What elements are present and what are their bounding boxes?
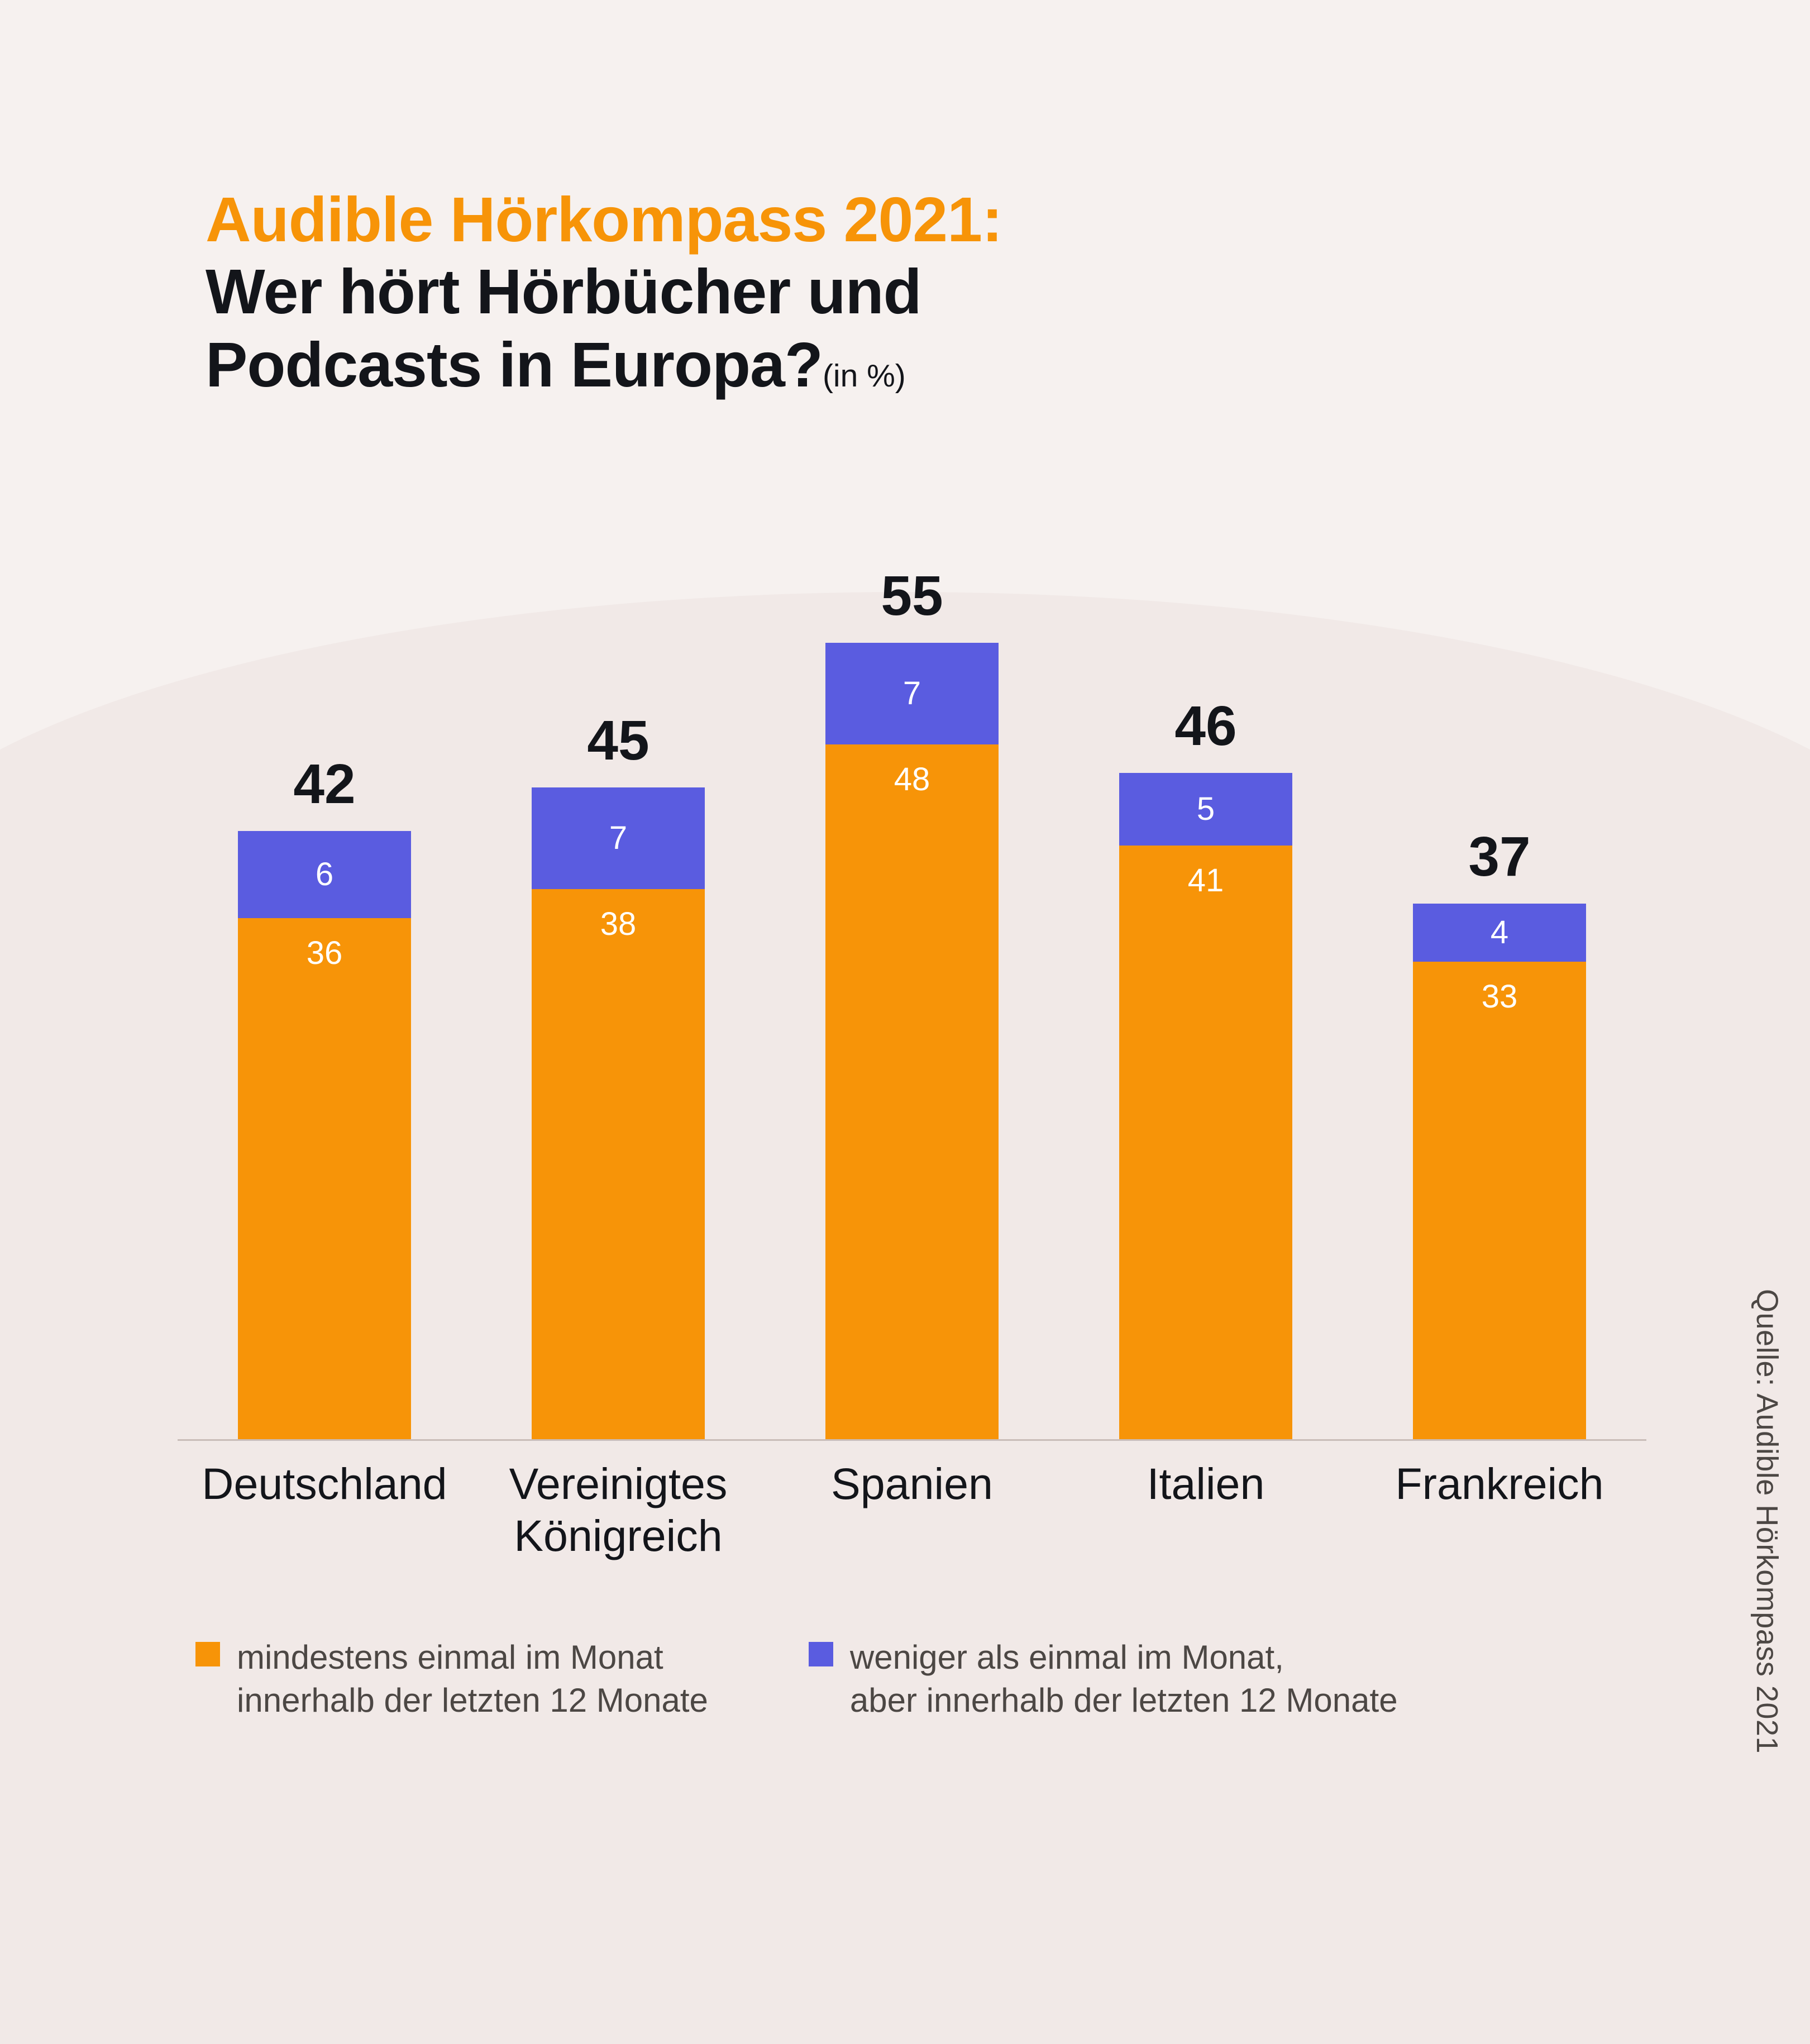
- bar-segment-orange-value: 33: [1481, 978, 1518, 1015]
- bar-total-label: 37: [1468, 825, 1531, 888]
- bar-segment-orange[interactable]: [825, 744, 999, 1439]
- bar-group-italien: [1059, 695, 1353, 1439]
- bar-segment-blue-value: 6: [315, 856, 334, 892]
- bar-stack[interactable]: [1413, 904, 1586, 1439]
- legend-label-monthly: [237, 1636, 708, 1722]
- legend-swatch-orange-icon: [195, 1642, 220, 1666]
- bar-segment-orange[interactable]: [532, 889, 705, 1439]
- bar-segment-orange-value: 48: [894, 761, 930, 797]
- chart-title-line-2: [206, 328, 1434, 402]
- bar-group-frankreich: [1353, 825, 1646, 1439]
- bar-group-container: [178, 503, 1646, 1439]
- bar-total-label: 42: [293, 753, 356, 815]
- x-axis-label-line-1: Spanien: [831, 1459, 993, 1508]
- x-axis-label-frankreich: [1353, 1458, 1646, 1561]
- x-axis-labels: [178, 1458, 1646, 1561]
- bar-total-label: 45: [587, 709, 650, 772]
- chart-eyebrow: Audible Hörkompass 2021:: [206, 184, 1002, 255]
- x-axis-line: [178, 1439, 1646, 1441]
- bar-group-vereinigtes-koenigreich: [471, 709, 765, 1439]
- bar-segment-orange-value: 36: [306, 935, 343, 971]
- x-axis-label-line-2: Königreich: [514, 1511, 723, 1561]
- bar-segment-blue-value: 7: [609, 820, 628, 856]
- legend-item-less-than-monthly[interactable]: [809, 1636, 1398, 1722]
- legend-label-monthly-line-1: mindestens einmal im Monat: [237, 1639, 663, 1676]
- legend-label-less-than-monthly-line-1: weniger als einmal im Monat,: [849, 1639, 1284, 1676]
- bar-segment-blue-value: 5: [1196, 791, 1215, 827]
- bar-segment-orange[interactable]: [1119, 846, 1292, 1439]
- x-axis-label-vereinigtes-koenigreich: [471, 1458, 765, 1561]
- bar-stack[interactable]: [1119, 773, 1292, 1439]
- x-axis-label-italien: [1059, 1458, 1353, 1561]
- bar-segment-blue[interactable]: [1119, 773, 1292, 846]
- bar-segment-blue-value: 7: [902, 675, 921, 711]
- legend-item-monthly[interactable]: [195, 1636, 708, 1722]
- bar-segment-blue[interactable]: [825, 643, 999, 744]
- bar-segment-blue[interactable]: [532, 787, 705, 889]
- bar-total-label: 46: [1174, 695, 1237, 757]
- source-note: Quelle: Audible Hörkompass 2021: [1750, 1289, 1784, 1754]
- chart-title-line-2-text: Podcasts in Europa?: [206, 329, 823, 400]
- bar-segment-blue[interactable]: [238, 831, 411, 918]
- x-axis-label-deutschland: [178, 1458, 471, 1561]
- x-axis-label-line-1: Vereinigtes: [509, 1459, 728, 1508]
- x-axis-label-spanien: [765, 1458, 1059, 1561]
- bar-stack[interactable]: [532, 787, 705, 1439]
- x-axis-label-line-1: Deutschland: [202, 1459, 447, 1508]
- bar-chart: [178, 503, 1646, 1441]
- bar-stack[interactable]: [238, 831, 411, 1439]
- chart-legend: [195, 1636, 1647, 1722]
- x-axis-label-line-1: Frankreich: [1395, 1459, 1604, 1508]
- bar-segment-orange[interactable]: [238, 918, 411, 1439]
- legend-label-less-than-monthly-line-2: aber innerhalb der letzten 12 Monate: [849, 1681, 1398, 1719]
- legend-label-less-than-monthly: [850, 1636, 1398, 1722]
- bar-segment-orange-value: 41: [1187, 862, 1224, 899]
- legend-swatch-blue-icon: [809, 1642, 833, 1666]
- chart-title-block: [206, 184, 1434, 402]
- bar-stack[interactable]: [825, 643, 999, 1439]
- bar-segment-blue-value: 4: [1490, 914, 1509, 951]
- bar-segment-orange[interactable]: [1413, 962, 1586, 1439]
- bar-group-spanien: [765, 565, 1059, 1439]
- chart-title-line-1: Wer hört Hörbücher und: [206, 256, 921, 327]
- bar-segment-orange-value: 38: [600, 906, 637, 942]
- bar-total-label: 55: [881, 565, 943, 627]
- legend-label-monthly-line-2: innerhalb der letzten 12 Monate: [237, 1681, 708, 1719]
- chart-unit-label: (in %): [822, 357, 906, 394]
- bar-segment-blue[interactable]: [1413, 904, 1586, 962]
- bar-group-deutschland: [178, 753, 471, 1439]
- x-axis-label-line-1: Italien: [1147, 1459, 1265, 1508]
